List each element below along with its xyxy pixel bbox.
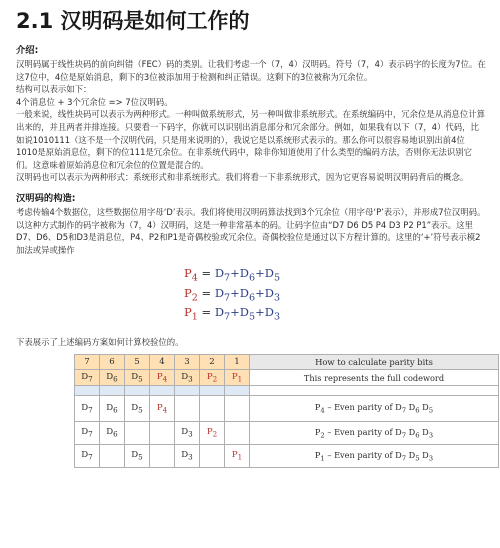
parity-table	[74, 354, 499, 468]
construction-heading: 汉明码的构造:	[16, 192, 76, 204]
cell	[200, 396, 225, 422]
cell: $D_7$	[75, 445, 100, 468]
intro-paragraph-5: 汉明码也可以表示为两种形式：系统形式和非系统形式。我们将看一下非系统形式，因为它更容易说明汉明码背后的概念。	[16, 172, 469, 183]
row-description	[250, 386, 499, 396]
cell	[100, 445, 125, 468]
cell	[150, 386, 175, 396]
cell: 1	[225, 355, 250, 370]
cell: $D_3$	[175, 422, 200, 445]
cell: $D_5$	[125, 445, 150, 468]
cell: $P_2$	[200, 422, 225, 445]
cell: $D_5$	[125, 370, 150, 386]
cell: $D_6$	[100, 396, 125, 422]
intro-paragraph-2: 结构可以表示如下：	[16, 84, 92, 95]
equation-1: $P_4 = D_7+D_6+D_5$	[184, 266, 281, 284]
cell	[125, 386, 150, 396]
cell: 4	[150, 355, 175, 370]
cell: $D_3$	[175, 370, 200, 386]
cell: 3	[175, 355, 200, 370]
cell	[175, 396, 200, 422]
cell	[175, 386, 200, 396]
cell: $P_4$	[150, 396, 175, 422]
cell: $D_6$	[100, 422, 125, 445]
cell: $P_1$	[225, 370, 250, 386]
cell: 5	[125, 355, 150, 370]
cell: $P_1$	[225, 445, 250, 468]
cell	[200, 445, 225, 468]
row-description: $P_1$ – Even parity of $D_7$ $D_5$ $D_3$	[250, 445, 499, 468]
table-spacer-row	[75, 386, 499, 396]
cell: $D_3$	[175, 445, 200, 468]
parity-equations	[184, 266, 486, 324]
cell: $D_7$	[75, 370, 100, 386]
table-parity-row	[75, 396, 499, 422]
row-description: This represents the full codeword	[250, 370, 499, 386]
cell: $D_6$	[100, 370, 125, 386]
table-header-row	[75, 355, 499, 370]
cell: $D_7$	[75, 422, 100, 445]
row-description: $P_4$ – Even parity of $D_7$ $D_6$ $D_5$	[250, 396, 499, 422]
equation-2: $P_2 = D_7+D_6+D_3$	[184, 285, 281, 303]
cell: 2	[200, 355, 225, 370]
cell: $D_7$	[75, 396, 100, 422]
table-codeword-row	[75, 370, 499, 386]
intro-paragraph-1: 汉明码属于线性块码的前向纠错（FEC）码的类别。让我们考虑一个（7，4）汉明码。符号（7，4）表示码字的长度为7位。在这7位中，4位是原始消息，剩下的3位被添加用于检测和纠正错误。这剩下的3位被称为冗余位。	[16, 59, 486, 82]
row-description: $P_2$ – Even parity of $D_7$ $D_6$ $D_3$	[250, 422, 499, 445]
row-description: How to calculate parity bits	[250, 355, 499, 370]
cell: $P_4$	[150, 370, 175, 386]
intro-paragraph-3: 4个消息位 + 3个冗余位 => 7位汉明码。	[16, 96, 173, 107]
cell: $D_5$	[125, 396, 150, 422]
page-title: 2.1 汉明码是如何工作的	[16, 9, 250, 33]
cell: 7	[75, 355, 100, 370]
construction-paragraph: 考虑传输4个数据位，这些数据位用字母‘D’表示。我们将使用汉明码算法找到3个冗余位（用字母‘P’表示），并形成7位汉明码。以这种方式制作的码字被称为（7，4）汉明码，这是一种非常基本的码。让码字位由“D7 D6 D5 P4 D3 P2 P1”表示。这里D7、D6、D5和D3是消息位，P4、P2和P1是奇偶校验或冗余位。奇偶校验位是通过以下方程计算的。这里的‘+’符号表示模2加法或异或操作	[16, 206, 486, 255]
cell: 6	[100, 355, 125, 370]
cell	[200, 386, 225, 396]
cell	[225, 396, 250, 422]
table-parity-row	[75, 422, 499, 445]
cell	[150, 445, 175, 468]
equation-3: $P_1 = D_7+D_5+D_3$	[184, 304, 281, 323]
table-caption: 下表展示了上述编码方案如何计算校验位的。	[16, 337, 184, 348]
intro-heading: 介绍:	[16, 45, 39, 56]
intro-paragraph-4: 一般来说，线性块码可以表示为两种形式。一种叫做系统形式，另一种叫做非系统形式。在系统编码中，冗余位是从消息位计算出来的，并且两者并排连接。只要看一下码字，你就可以识别出消息部分和冗余部分。例如，如果我有以下（7，4）代码，比如说1010111（这不是一个汉明代码，只是用来说明的），我说它是以系统形式表示的。那么你可以很容易地识别出前4位1010是原始消息位，剩下的位111是冗余位。在非系统代码中，除非你知道使用了什么类型的编码方法，否则你无法识别它们。这意味着原始消息位和冗余位的位置是混合的。	[16, 109, 485, 170]
cell	[225, 422, 250, 445]
cell	[100, 386, 125, 396]
cell	[75, 386, 100, 396]
cell	[225, 386, 250, 396]
cell	[150, 422, 175, 445]
cell	[125, 422, 150, 445]
table-parity-row	[75, 445, 499, 468]
cell: $P_2$	[200, 370, 225, 386]
